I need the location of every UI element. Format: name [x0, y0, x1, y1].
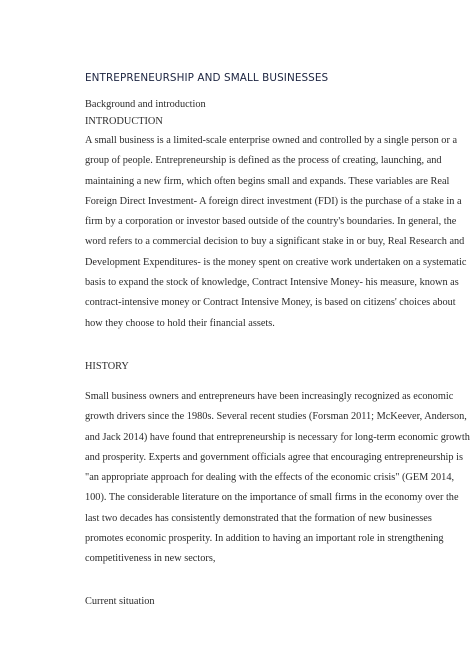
paragraph-line: firm by a corporation or investor based outside of the country's boundaries. In general, the [85, 216, 457, 228]
paragraph-line: basis to expand the stock of knowledge, Contract Intensive Money- his measure, known as [85, 277, 459, 289]
paragraph-line: how they choose to hold their financial assets. [85, 317, 275, 329]
paragraph-line: word refers to a commercial decision to buy a significant stake in or buy, Real Research and [85, 236, 465, 248]
paragraph-line: maintaining a new firm, which often begins small and expands. These variables are Real [85, 175, 450, 187]
paragraph-line: 100). The considerable literature on the importance of small firms in the economy over the [85, 492, 459, 504]
paragraph-line: and prosperity. Experts and government officials agree that encouraging entrepreneurship is [85, 451, 463, 463]
paragraph-line: Development Expenditures- is the money spent on creative work undertaken on a systematic [85, 256, 467, 268]
paragraph-line: growth drivers since the 1980s. Several recent studies (Forsman 2011; McKeever, Anderson, [85, 411, 467, 423]
history-paragraph [85, 387, 470, 570]
section-heading-history: HISTORY [85, 361, 129, 372]
paragraph-line: and Jack 2014) have found that entrepreneurship is necessary for long-term economic growth [85, 431, 470, 443]
paragraph-line: A small business is a limited-scale enterprise owned and controlled by a single person or a [85, 135, 458, 146]
section-heading-background: Background and introduction [85, 99, 206, 110]
paragraph-line: Foreign Direct Investment- A foreign direct investment (FDI) is the purchase of a stake in a [85, 195, 462, 207]
section-heading-introduction: INTRODUCTION [85, 116, 163, 127]
section-heading-current-situation: Current situation [85, 596, 155, 607]
paragraph-line: Small business owners and entrepreneurs have been increasingly recognized as economic [85, 391, 454, 402]
paragraph-line: last two decades has consistently demonstrated that the formation of new businesses [85, 512, 432, 524]
paragraph-line: competitiveness in new sectors, [85, 553, 216, 565]
introduction-paragraph [85, 131, 467, 334]
document-title: ENTREPRENEURSHIP AND SMALL BUSINESSES [85, 72, 329, 84]
paragraph-line: group of people. Entrepreneurship is defined as the process of creating, launching, and [85, 155, 442, 167]
paragraph-line: "an appropriate approach for dealing with the effects of the economic crisis" (GEM 2014, [85, 472, 455, 484]
paragraph-line: contract-intensive money or Contract Intensive Money, is based on citizens' choices about [85, 297, 456, 309]
paragraph-line: promotes economic prosperity. In addition to having an important role in strengthening [85, 533, 444, 545]
